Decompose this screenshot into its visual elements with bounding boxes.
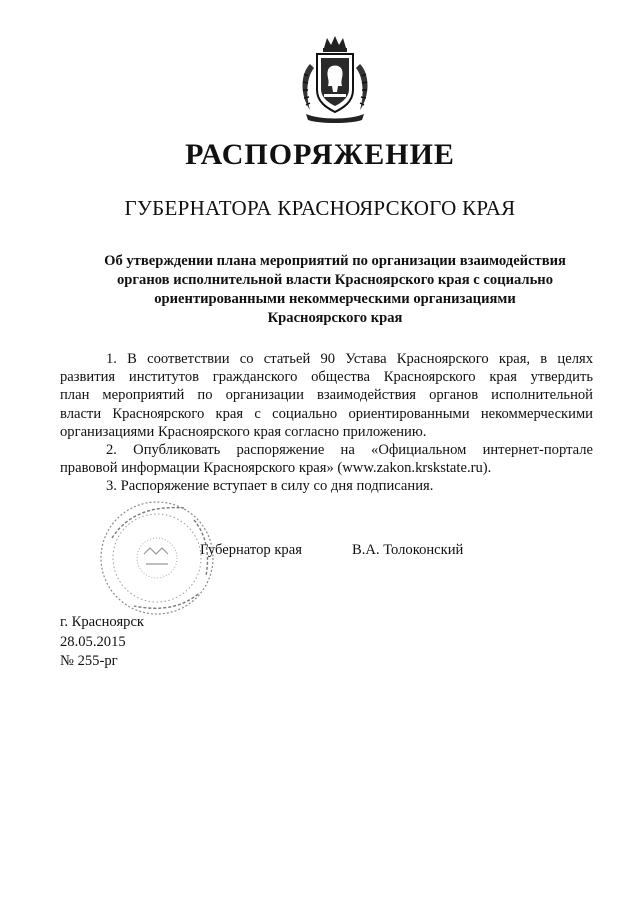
- paragraph-1-line: 1. В соответствии со статьей 90 Устава Красноярского края, в целях: [106, 351, 593, 367]
- document-issuer: ГУБЕРНАТОРА КРАСНОЯРСКОГО КРАЯ: [124, 196, 516, 220]
- issue-city: г. Красноярск: [60, 614, 145, 630]
- paragraph-1-line: организациями Красноярского края согласно приложению.: [60, 423, 427, 440]
- heading-line: ориентированными некоммерческими организациями: [154, 291, 516, 307]
- document-number: № 255-рг: [60, 653, 118, 669]
- paragraph-2-line: 2. Опубликовать распоряжение на «Официальном интернет-портале: [106, 442, 593, 459]
- paragraph-1-line: власти Красноярского края с социально ориентированными некоммерческими: [60, 405, 593, 422]
- heading-line: Красноярского края: [267, 310, 403, 326]
- heading-line: органов исполнительной власти Красноярского края с социально: [116, 272, 554, 288]
- paragraph-2-line: правовой информации Красноярского края» (www.zakon.krskstate.ru).: [60, 460, 492, 477]
- document-title: РАСПОРЯЖЕНИЕ: [185, 138, 455, 171]
- document-footer: [60, 613, 144, 672]
- paragraph-1-line: план мероприятий по организации взаимодействия органов исполнительной: [60, 387, 593, 404]
- coat-of-arms-icon: [296, 34, 374, 124]
- paragraph-1-line: развития институтов гражданского общества Красноярского края утвердить: [60, 369, 593, 386]
- heading-line: Об утверждении плана мероприятий по организации взаимодействия: [104, 253, 566, 269]
- issue-date: 28.05.2015: [60, 633, 126, 650]
- paragraph-3-line: 3. Распоряжение вступает в силу со дня подписания.: [106, 478, 434, 495]
- signatory-name: В.А. Толоконский: [352, 542, 464, 558]
- signatory-position: Губернатор края: [200, 542, 302, 558]
- document-body: [60, 350, 593, 496]
- document-heading: [70, 252, 600, 328]
